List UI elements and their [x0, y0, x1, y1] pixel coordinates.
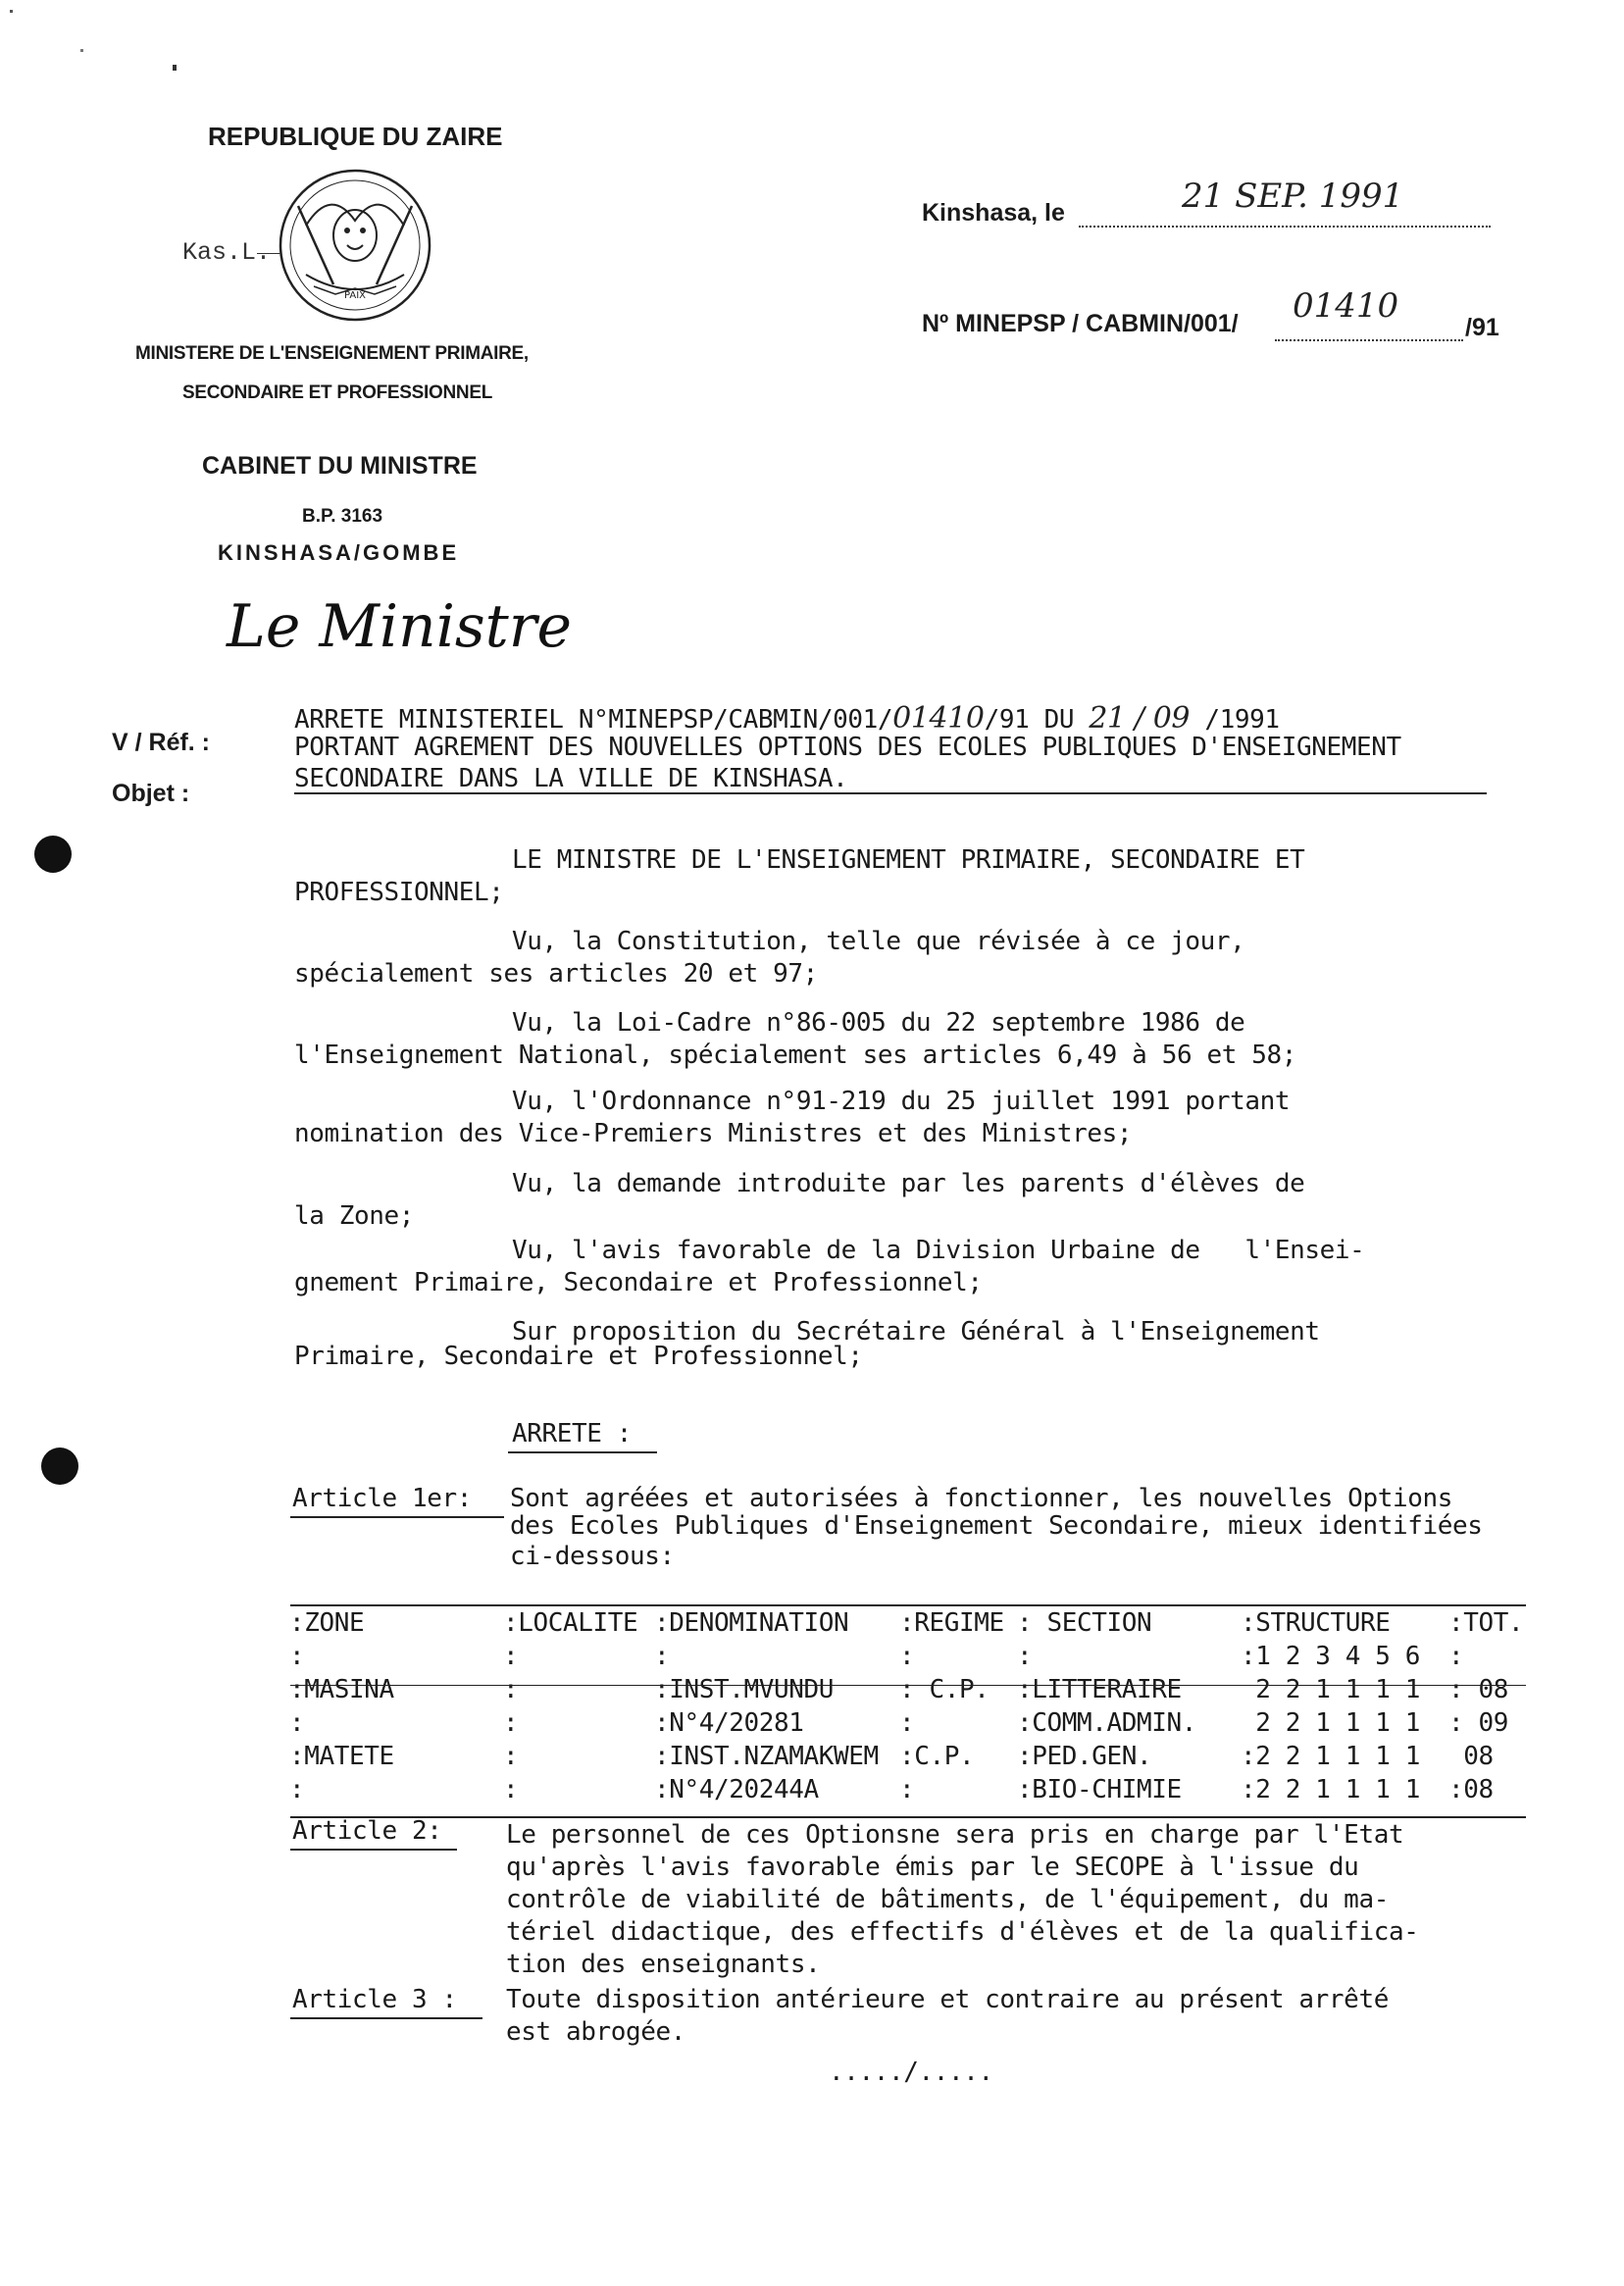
subject-underline	[294, 792, 1487, 794]
city-line: KINSHASA/GOMBE	[218, 540, 460, 565]
table-cell: :LITTERAIRE	[1017, 1675, 1182, 1704]
page-continuation-marker: ...../.....	[829, 2057, 993, 2087]
republic-heading: REPUBLIQUE DU ZAIRE	[208, 122, 503, 151]
subject-line3: SECONDAIRE DANS LA VILLE DE KINSHASA.	[294, 764, 848, 793]
article3-line2: est abrogée.	[506, 2017, 686, 2047]
handwritten-subject-number: 01410	[892, 701, 985, 736]
table-cell: :INST.NZAMAKWEM	[654, 1742, 879, 1771]
table-cell: :	[289, 1775, 305, 1804]
minister-preamble-line2: PROFESSIONNEL;	[294, 878, 504, 907]
scan-speck	[173, 65, 177, 71]
sur-proposition-line2: Primaire, Secondaire et Professionnel;	[294, 1342, 863, 1371]
header-structure: :STRUCTURE	[1241, 1608, 1391, 1638]
table-cell: :2 2 1 1 1 1	[1241, 1775, 1421, 1804]
article1-label-underline	[290, 1516, 504, 1518]
table-cell: 2 2 1 1 1 1	[1241, 1675, 1421, 1704]
handwritten-reference-number: 01410	[1293, 286, 1399, 326]
vu-ordonnance-line2: nomination des Vice-Premiers Ministres et des Ministres;	[294, 1119, 1133, 1148]
table-cell: :N°4/20244A	[654, 1775, 819, 1804]
ministry-name-line2: SECONDAIRE ET PROFESSIONNEL	[182, 382, 492, 403]
table-cell: :	[899, 1708, 915, 1738]
vu-demande-line1: Vu, la demande introduite par les parents d'élèves de	[512, 1169, 1305, 1198]
table-cell: :	[503, 1642, 519, 1671]
table-cell: :INST.MVUNDU	[654, 1675, 835, 1704]
article1-line3: ci-dessous:	[510, 1542, 675, 1571]
minister-preamble-line1: LE MINISTRE DE L'ENSEIGNEMENT PRIMAIRE, SECONDAIRE ET	[512, 845, 1305, 875]
table-cell: :2 2 1 1 1 1	[1241, 1742, 1421, 1771]
table-cell: :	[503, 1708, 519, 1738]
article2-line4: tériel didactique, des effectifs d'élèves et de la qualifica-	[506, 1917, 1419, 1947]
table-cell: :	[1448, 1642, 1464, 1671]
article3-label: Article 3 :	[292, 1985, 457, 2014]
header-total: :TOT.	[1448, 1608, 1524, 1638]
table-header-rule	[290, 1685, 1526, 1686]
sur-proposition-line1: Sur proposition du Secrétaire Général à l'Enseignement	[512, 1317, 1320, 1346]
header-localite: :LOCALITE	[503, 1608, 638, 1638]
table-cell: :	[654, 1642, 670, 1671]
article2-line5: tion des enseignants.	[506, 1950, 821, 1979]
vu-constitution-line2: spécialement ses articles 20 et 97;	[294, 959, 818, 989]
table-cell: :1 2 3 4 5 6	[1241, 1642, 1421, 1671]
vu-loi-cadre-line2: l'Enseignement National, spécialement ses articles 6,49 à 56 et 58;	[294, 1041, 1296, 1070]
table-cell: : 09	[1448, 1708, 1509, 1738]
header-zone: :ZONE	[289, 1608, 365, 1638]
table-bottom-rule	[290, 1816, 1526, 1818]
national-seal-emblem	[277, 167, 433, 324]
article1-line2: des Ecoles Publiques d'Enseignement Secondaire, mieux identifiées	[510, 1511, 1483, 1541]
table-cell: :	[289, 1708, 305, 1738]
svg-text:Le Ministre: Le Ministre	[227, 592, 572, 661]
header-section: : SECTION	[1017, 1608, 1152, 1638]
article2-label: Article 2:	[292, 1816, 442, 1846]
vref-label: V / Réf. :	[112, 729, 211, 756]
vu-ordonnance-line1: Vu, l'Ordonnance n°91-219 du 25 juillet 1991 portant	[512, 1087, 1291, 1116]
table-cell: :	[503, 1675, 519, 1704]
article2-line2: qu'après l'avis favorable émis par le SECOPE à l'issue du	[506, 1853, 1359, 1882]
table-cell: : C.P.	[899, 1675, 990, 1704]
table-cell: :	[289, 1642, 305, 1671]
article2-line1: Le personnel de ces Optionsne sera pris en charge par l'Etat	[506, 1820, 1404, 1850]
article3-line1: Toute disposition antérieure et contraire au présent arrêté	[506, 1985, 1389, 2014]
table-cell: :	[503, 1775, 519, 1804]
article1-line1: Sont agréées et autorisées à fonctionner, les nouvelles Options	[510, 1484, 1452, 1513]
table-cell: :	[503, 1742, 519, 1771]
vu-loi-cadre-line1: Vu, la Loi-Cadre n°86-005 du 22 septembre 1986 de	[512, 1008, 1245, 1038]
table-cell: :MASINA	[289, 1675, 394, 1704]
table-cell: :C.P.	[899, 1742, 975, 1771]
handwritten-subject-date: 21 / 09	[1089, 701, 1191, 736]
subject-line1: ARRETE MINISTERIEL N°MINEPSP/CABMIN/001/01410/91 DU 21 / 09 /1991	[294, 701, 1280, 736]
vu-demande-line2: la Zone;	[294, 1201, 415, 1231]
header-denomination: :DENOMINATION	[654, 1608, 849, 1638]
table-cell: :	[899, 1642, 915, 1671]
table-row	[289, 1708, 1523, 1742]
table-row	[289, 1675, 1523, 1708]
table-cell: :BIO-CHIMIE	[1017, 1775, 1182, 1804]
arrete-underline	[508, 1451, 657, 1453]
table-cell: : 08	[1448, 1675, 1509, 1704]
arrete-heading: ARRETE :	[512, 1419, 633, 1448]
annotation-connector	[257, 253, 280, 254]
postal-box: B.P. 3163	[302, 506, 383, 527]
article1-label: Article 1er:	[292, 1484, 473, 1513]
handwritten-annotation: Kas.L.	[182, 238, 272, 267]
objet-label: Objet :	[112, 780, 190, 807]
table-cell: :COMM.ADMIN.	[1017, 1708, 1197, 1738]
table-cell: 2 2 1 1 1 1	[1241, 1708, 1421, 1738]
table-cell: :MATETE	[289, 1742, 394, 1771]
article2-line3: contrôle de viabilité de bâtiments, de l'équipement, du ma-	[506, 1885, 1389, 1914]
table-cell: :N°4/20281	[654, 1708, 804, 1738]
punch-hole	[34, 836, 72, 873]
header-regime: :REGIME	[899, 1608, 1004, 1638]
table-row	[289, 1775, 1523, 1808]
article3-label-underline	[290, 2017, 482, 2019]
reference-number-suffix: /91	[1465, 314, 1499, 341]
vu-constitution-line1: Vu, la Constitution, telle que révisée à ce jour,	[512, 927, 1245, 956]
minister-signature-script	[221, 584, 572, 672]
table-cell: :PED.GEN.	[1017, 1742, 1152, 1771]
date-dotted-line	[1079, 226, 1491, 228]
table-top-rule	[290, 1604, 1526, 1606]
scan-speck	[80, 49, 83, 52]
punch-hole	[41, 1448, 78, 1485]
article2-label-underline	[290, 1849, 457, 1851]
options-table	[289, 1608, 1523, 1808]
table-subheader-row	[289, 1642, 1523, 1675]
place-date-label: Kinshasa, le	[922, 199, 1065, 227]
scan-speck	[10, 10, 13, 13]
vu-avis-line1: Vu, l'avis favorable de la Division Urbaine de l'Ensei-	[512, 1236, 1365, 1265]
cabinet-heading: CABINET DU MINISTRE	[202, 452, 478, 480]
vu-avis-line2: gnement Primaire, Secondaire et Professionnel;	[294, 1268, 983, 1297]
table-row	[289, 1742, 1523, 1775]
table-cell: :08	[1448, 1775, 1494, 1804]
subject-line2: PORTANT AGREMENT DES NOUVELLES OPTIONS DES ECOLES PUBLIQUES D'ENSEIGNEMENT	[294, 733, 1401, 762]
table-header-row	[289, 1608, 1523, 1642]
table-cell: :	[899, 1775, 915, 1804]
ministry-name-line1: MINISTERE DE L'ENSEIGNEMENT PRIMAIRE,	[135, 343, 529, 364]
reference-dotted-line	[1275, 339, 1463, 341]
reference-number-label: Nº MINEPSP / CABMIN/001/	[922, 310, 1239, 337]
svg-text:PAIX: PAIX	[343, 290, 367, 301]
table-cell: :	[1017, 1642, 1033, 1671]
handwritten-date: 21 SEP. 1991	[1182, 177, 1404, 216]
table-cell: 08	[1448, 1742, 1494, 1771]
